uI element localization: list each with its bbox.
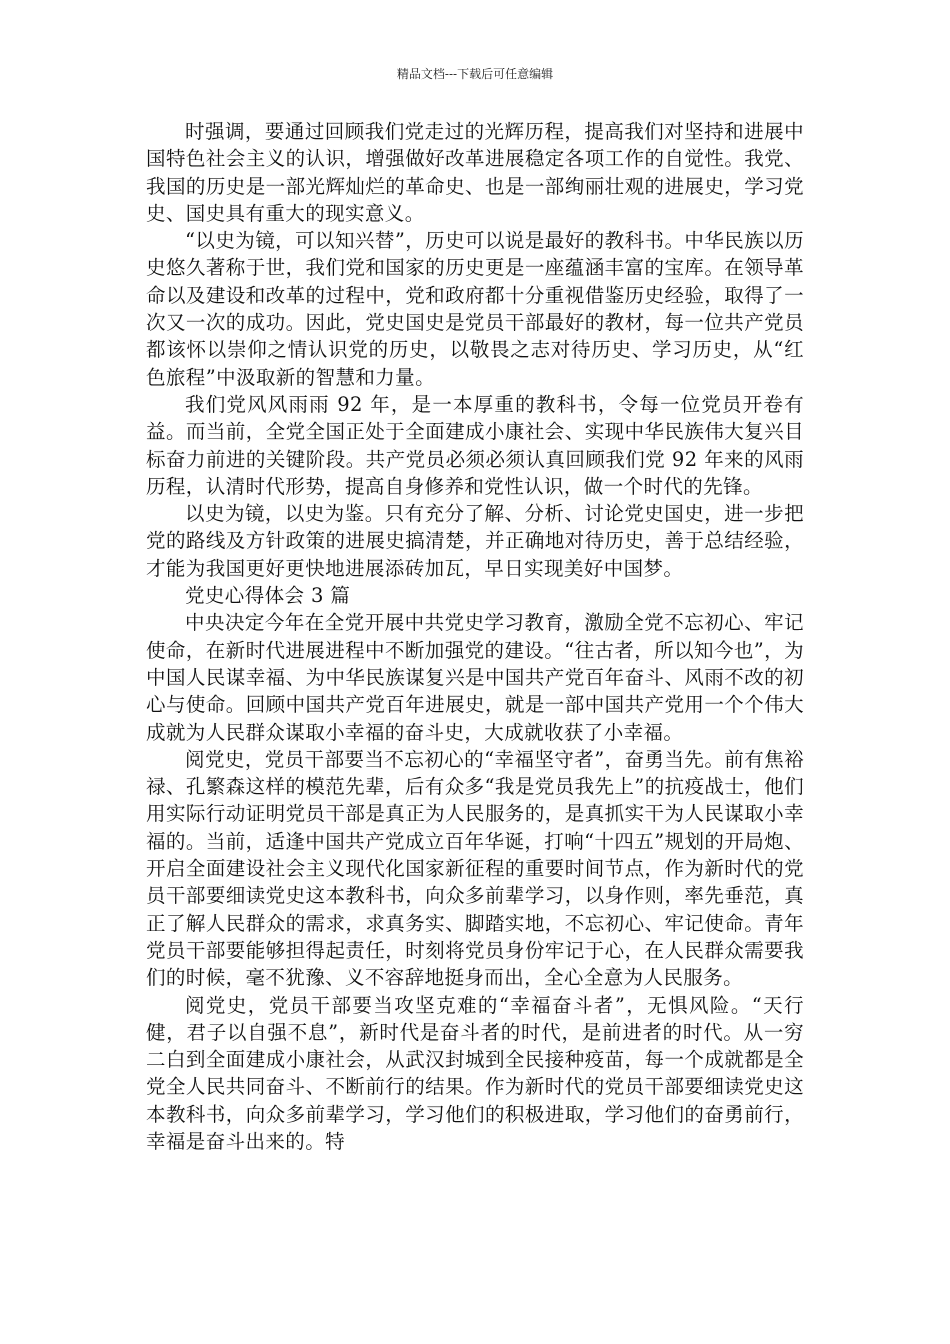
section-heading: 党史心得体会 3 篇: [185, 584, 351, 608]
paragraph: “以史为镜，可以知兴替”，历史可以说是最好的教科书。中华民族以历史悠久著称于世，我们党和国家的历史更是一座蕴涵丰富的宝库。在领导革命以及建设和改革的过程中，党和政府都十分重视借鉴历史经验，取得了一次又一次的成功。因此，党史国史是党员干部最好的教材，每一位共产党员都该怀以崇仰之情认识党的历史，以敬畏之志对待历史、学习历史，从“红色旅程”中汲取新的智慧和力量。: [146, 229, 804, 389]
paragraph: 时强调，要通过回顾我们党走过的光辉历程，提高我们对坚持和进展中国特色社会主义的认识，增强做好改革进展稳定各项工作的自觉性。我党、我国的历史是一部光辉灿烂的革命史、也是一部绚丽壮观的进展史，学习党史、国史具有重大的现实意义。: [146, 120, 804, 225]
paragraph: 中央决定今年在全党开展中共党史学习教育，激励全党不忘初心、牢记使命，在新时代进展进程中不断加强党的建设。“往古者，所以知今也”，为中国人民谋幸福、为中华民族谋复兴是中国共产党百年奋斗、风雨不改的初心与使命。回顾中国共产党百年进展史，就是一部中国共产党用一个个伟大成就为人民群众谋取小幸福的奋斗史，大成就收获了小幸福。: [146, 611, 804, 744]
paragraph: 阅党史，党员干部要当攻坚克难的“幸福奋斗者”，无惧风险。“天行健，君子以自强不息”，新时代是奋斗者的时代，是前进者的时代。从一穷二白到全面建成小康社会，从武汉封城到全民接种疫苗，每一个成就都是全党全人民共同奋斗、不断前行的结果。作为新时代的党员干部要细读党史这本教科书，向众多前辈学习，学习他们的积极进取，学习他们的奋勇前行，幸福是奋斗出来的。特: [146, 993, 804, 1153]
paragraph: 阅党史，党员干部要当不忘初心的“幸福坚守者”，奋勇当先。前有焦裕禄、孔繁森这样的模范先辈，后有众多“我是党员我先上”的抗疫战士，他们用实际行动证明党员干部是真正为人民服务的，是真抓实干为人民谋取小幸福的。当前，适逢中国共产党成立百年华诞，打响“十四五”规划的开局炮、开启全面建设社会主义现代化国家新征程的重要时间节点，作为新时代的党员干部要细读党史这本教科书，向众多前辈学习，以身作则，率先垂范，真正了解人民群众的需求，求真务实、脚踏实地，不忘初心、牢记使命。青年党员干部要能够担得起责任，时刻将党员身份牢记于心，在人民群众需要我们的时候，毫不犹豫、义不容辞地挺身而出，全心全意为人民服务。: [146, 747, 804, 990]
document-body: [146, 118, 804, 1155]
paragraph: 我们党风风雨雨 92 年，是一本厚重的教科书，令每一位党员开卷有益。而当前，全党全国正处于全面建成小康社会、实现中华民族伟大复兴目标奋力前进的关键阶段。共产党员必须必须认真回顾我们党 92 年来的风雨历程，认清时代形势，提高自身修养和党性认识，做一个时代的先锋。: [146, 392, 804, 498]
page-header: 精品文档---下载后可任意编辑: [396, 67, 554, 81]
paragraph: 以史为镜，以史为鉴。只有充分了解、分析、讨论党史国史，进一步把党的路线及方针政策的进展史搞清楚，并正确地对待历史，善于总结经验，才能为我国更好更快地进展添砖加瓦，早日实现美好中国梦。: [146, 502, 804, 580]
